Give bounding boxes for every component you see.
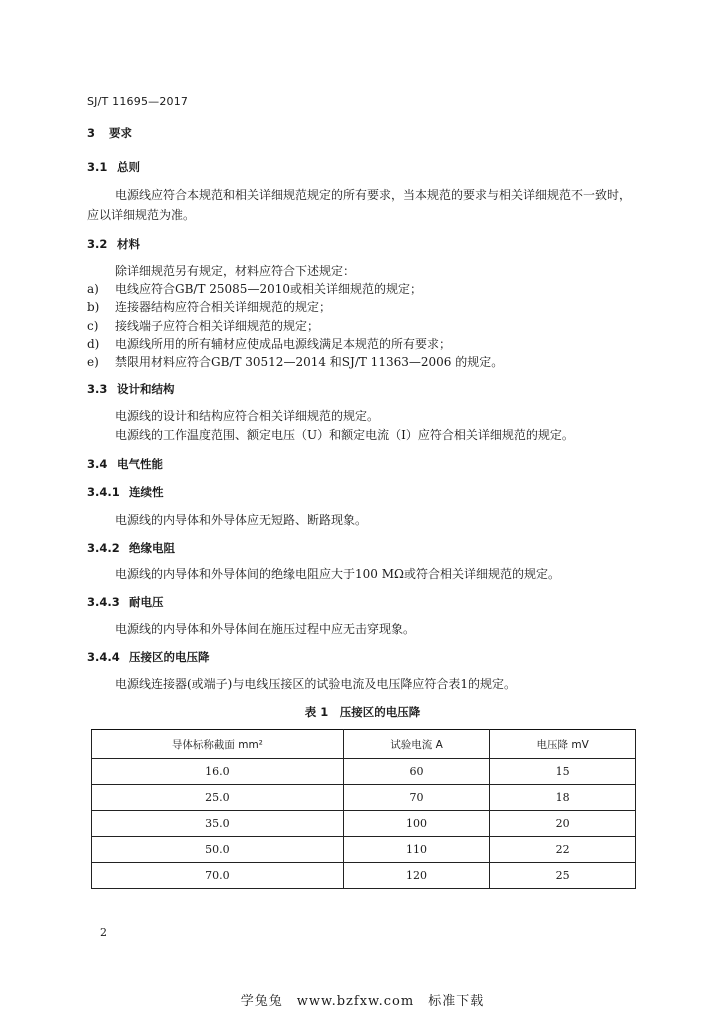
paragraph: 除详细规范另有规定，材料应符合下述规定： — [115, 264, 356, 278]
table-cell: 15 — [490, 759, 636, 785]
section-3-2-heading — [87, 236, 140, 252]
section-number: 3.4.3 — [87, 595, 120, 609]
table-cell: 20 — [490, 811, 636, 837]
section-3-4-heading — [87, 456, 163, 472]
table-header-row — [92, 730, 636, 759]
table-cell: 18 — [490, 785, 636, 811]
page-number: 2 — [100, 926, 107, 939]
section-3-heading — [87, 125, 132, 141]
paragraph: 电源线的设计和结构应符合相关详细规范的规定。 — [115, 409, 380, 423]
section-number: 3.3 — [87, 382, 108, 396]
section-3-3-heading — [87, 381, 175, 397]
list-text: 电线应符合GB/T 25085—2010或相关详细规范的规定； — [115, 282, 422, 296]
section-3-4-4-heading — [87, 649, 210, 665]
section-3-4-3-heading — [87, 594, 164, 610]
table-cell: 100 — [343, 811, 489, 837]
table-row — [92, 837, 636, 863]
table-cell: 35.0 — [92, 811, 344, 837]
table-cell: 16.0 — [92, 759, 344, 785]
table-caption: 表 1 压接区的电压降 — [304, 705, 421, 719]
standard-number: SJ/T 11695—2017 — [87, 95, 189, 108]
section-title: 绝缘电阻 — [129, 541, 175, 555]
column-header: 试验电流 A — [343, 730, 489, 759]
table-cell: 120 — [343, 863, 489, 889]
list-item — [87, 298, 331, 315]
section-title: 压接区的电压降 — [129, 650, 210, 664]
list-item — [87, 317, 319, 334]
table-cell: 22 — [490, 837, 636, 863]
table-row — [92, 811, 636, 837]
paragraph: 电源线的内导体和外导体间的绝缘电阻应大于100 MΩ或符合相关详细规范的规定。 — [115, 567, 560, 581]
paragraph: 电源线连接器(或端子)与电线压接区的试验电流及电压降应符合表1的规定。 — [115, 677, 517, 691]
list-item — [87, 335, 451, 352]
section-number: 3.2 — [87, 237, 108, 251]
paragraph: 电源线的内导体和外导体应无短路、断路现象。 — [115, 513, 368, 527]
paragraph: 应以详细规范为准。 — [87, 208, 196, 222]
section-number: 3.1 — [87, 160, 108, 174]
table-cell: 110 — [343, 837, 489, 863]
section-number: 3.4.2 — [87, 541, 120, 555]
column-header: 电压降 mV — [490, 730, 636, 759]
list-item — [87, 353, 503, 370]
list-marker: d) — [87, 337, 100, 351]
list-text: 电源线所用的所有辅材应使成品电源线满足本规范的所有要求； — [115, 337, 452, 351]
table-row — [92, 759, 636, 785]
section-number: 3.4.4 — [87, 650, 120, 664]
section-number: 3.4.1 — [87, 485, 120, 499]
paragraph: 电源线的工作温度范围、额定电压（U）和额定电流（I）应符合相关详细规范的规定。 — [115, 428, 574, 442]
section-title: 耐电压 — [129, 595, 164, 609]
section-number: 3.4 — [87, 457, 108, 471]
list-text: 禁限用材料应符合GB/T 30512—2014 和SJ/T 11363—2006 的规定。 — [115, 355, 504, 369]
table-cell: 60 — [343, 759, 489, 785]
table-row — [92, 863, 636, 889]
section-title: 电气性能 — [117, 457, 163, 471]
section-title: 材料 — [117, 237, 140, 251]
table-cell: 25.0 — [92, 785, 344, 811]
list-marker: b) — [87, 300, 100, 314]
section-title: 要求 — [109, 126, 132, 140]
table-row — [92, 785, 636, 811]
column-header: 导体标称截面 mm² — [92, 730, 344, 759]
section-title: 总则 — [117, 160, 140, 174]
voltage-drop-table — [91, 729, 636, 889]
paragraph: 电源线应符合本规范和相关详细规范规定的所有要求，当本规范的要求与相关详细规范不一致时， — [115, 188, 632, 202]
table-cell: 70 — [343, 785, 489, 811]
list-text: 连接器结构应符合相关详细规范的规定； — [115, 300, 332, 314]
section-title: 设计和结构 — [117, 382, 175, 396]
section-3-1-heading — [87, 159, 140, 175]
list-marker: e) — [87, 355, 99, 369]
list-text: 接线端子应符合相关详细规范的规定； — [115, 319, 320, 333]
site-footer: 学兔兔 www.bzfxw.com 标准下载 — [240, 994, 485, 1009]
section-title: 连续性 — [129, 485, 164, 499]
section-3-4-1-heading — [87, 484, 164, 500]
list-marker: a) — [87, 282, 99, 296]
section-3-4-2-heading — [87, 540, 175, 556]
list-item — [87, 280, 422, 297]
table-cell: 50.0 — [92, 837, 344, 863]
list-marker: c) — [87, 319, 99, 333]
paragraph: 电源线的内导体和外导体间在施压过程中应无击穿现象。 — [115, 622, 416, 636]
table-cell: 25 — [490, 863, 636, 889]
table-cell: 70.0 — [92, 863, 344, 889]
section-number: 3 — [87, 126, 96, 140]
